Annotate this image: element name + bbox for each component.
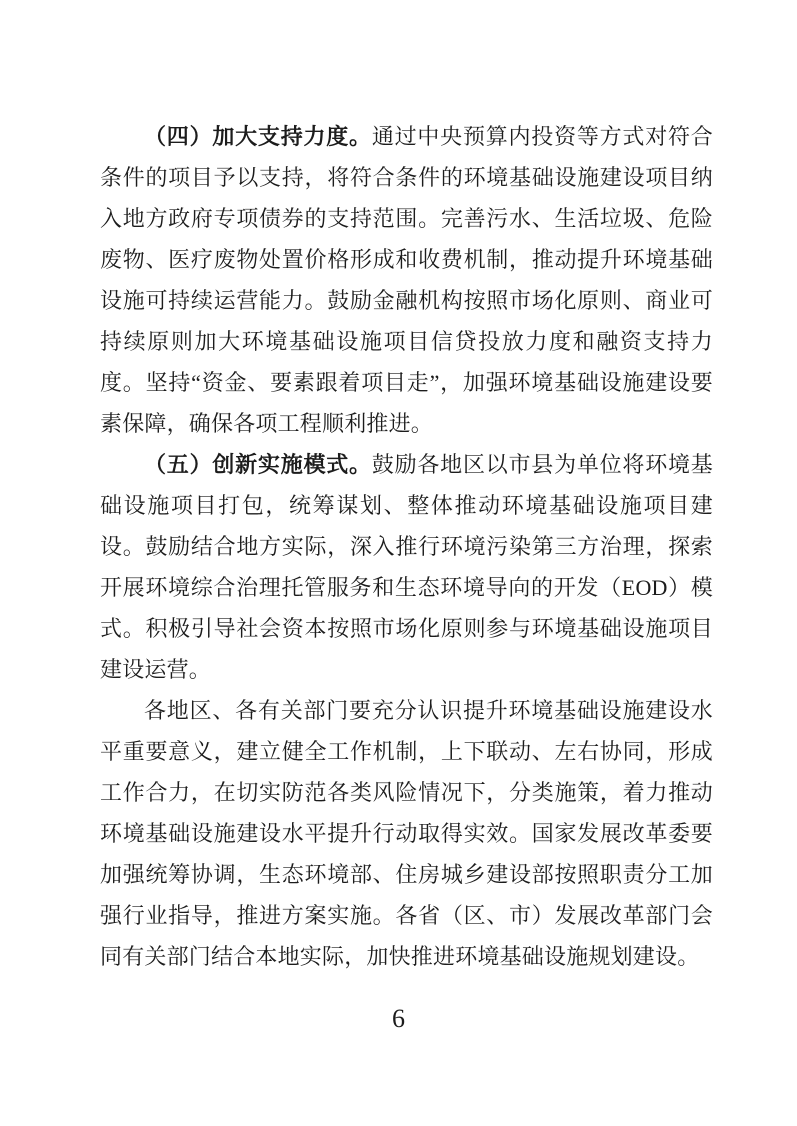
document-body [100,116,713,977]
page-number: 6 [392,1004,405,1033]
section-4-text: 通过中央预算内投资等方式对符合条件的项目予以支持，将符合条件的环境基础设施建设项目纳入地方政府专项债券的支持范围。完善污水、生活垃圾、危险废物、医疗废物处置价格形成和收费机制，推动提升环境基础设施可持续运营能力。鼓励金融机构按照市场化原则、商业可持续原则加大环境基础设施项目信贷投放力度和融资支持力度。坚持“资金、要素跟着项目走”，加强环境基础设施建设要素保障，确保各项工程顺利推进。 [100,124,713,436]
section-4-heading: （四）加大支持力度。 [144,124,372,149]
paragraph-section-5 [100,444,713,690]
paragraph-section-4 [100,116,713,444]
section-5-text: 鼓励各地区以市县为单位将环境基础设施项目打包，统筹谋划、整体推动环境基础设施项目建设。鼓励结合地方实际，深入推行环境污染第三方治理，探索开展环境综合治理托管服务和生态环境导向的开发（EOD）模式。积极引导社会资本按照市场化原则参与环境基础设施项目建设运营。 [100,452,713,682]
section-5-heading: （五）创新实施模式。 [144,452,372,477]
paragraph-closing [100,690,713,977]
closing-text: 各地区、各有关部门要充分认识提升环境基础设施建设水平重要意义，建立健全工作机制，上下联动、左右协同，形成工作合力，在切实防范各类风险情况下，分类施策，着力推动环境基础设施建设水平提升行动取得实效。国家发展改革委要加强统筹协调，生态环境部、住房城乡建设部按照职责分工加强行业指导，推进方案实施。各省（区、市）发展改革部门会同有关部门结合本地实际，加快推进环境基础设施规划建设。 [100,698,713,969]
